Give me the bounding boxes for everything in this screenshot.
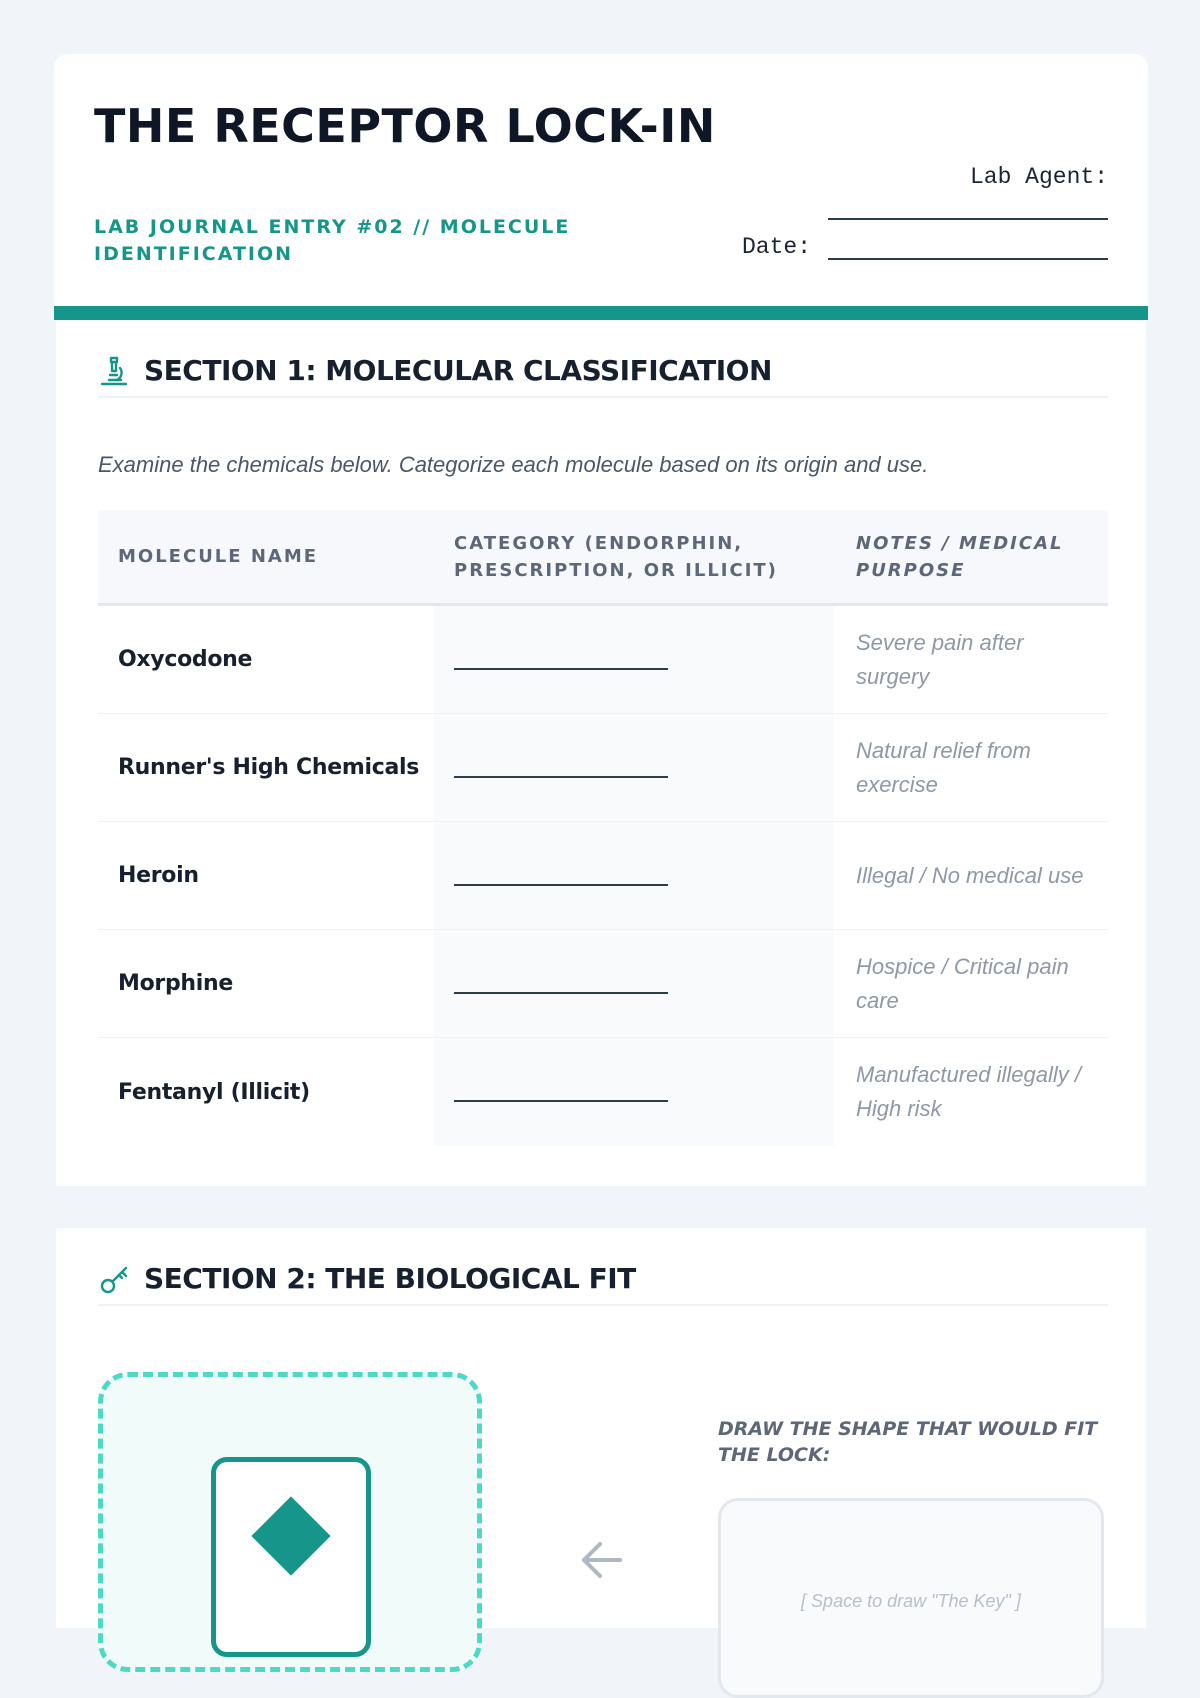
drawing-area-hint: [ Space to draw "The Key" ] bbox=[801, 1591, 1021, 1611]
molecule-name: Oxycodone bbox=[118, 647, 253, 672]
molecule-note: Hospice / Critical pain care bbox=[856, 953, 1069, 1013]
key-icon bbox=[98, 1262, 132, 1296]
category-answer-field[interactable] bbox=[454, 776, 668, 778]
section1-header bbox=[98, 338, 1108, 398]
category-cell bbox=[434, 1038, 834, 1146]
category-cell bbox=[434, 714, 834, 821]
category-cell bbox=[434, 822, 834, 929]
table-row bbox=[98, 714, 1108, 822]
molecule-note: Natural relief from exercise bbox=[856, 737, 1031, 797]
section2-header bbox=[98, 1246, 1108, 1306]
date-field[interactable] bbox=[828, 258, 1108, 260]
category-answer-field[interactable] bbox=[454, 992, 668, 994]
section2-title: SECTION 2: THE BIOLOGICAL FIT bbox=[144, 1262, 636, 1295]
table-row bbox=[98, 930, 1108, 1038]
page-title: THE RECEPTOR LOCK-IN bbox=[94, 99, 716, 153]
category-cell bbox=[434, 606, 834, 713]
table-row bbox=[98, 1038, 1108, 1146]
draw-instructions: DRAW THE SHAPE THAT WOULD FIT THE LOCK: bbox=[718, 1418, 1098, 1466]
category-answer-field[interactable] bbox=[454, 1100, 668, 1102]
molecule-name: Fentanyl (Illicit) bbox=[118, 1079, 310, 1105]
table-row bbox=[98, 822, 1108, 930]
molecule-note: Manufactured illegally / High risk bbox=[856, 1062, 1082, 1121]
microscope-icon bbox=[98, 354, 132, 388]
section1-title: SECTION 1: MOLECULAR CLASSIFICATION bbox=[144, 354, 772, 387]
classification-table bbox=[98, 510, 1108, 1146]
column-header-notes: NOTES / MEDICAL PURPOSE bbox=[856, 532, 1064, 581]
receptor-lock-illustration bbox=[98, 1372, 482, 1672]
section-molecular-classification bbox=[56, 320, 1146, 1186]
receptor-lock-body bbox=[211, 1457, 371, 1657]
section1-instructions: Examine the chemicals below. Categorize each molecule based on its origin and use. bbox=[98, 452, 929, 477]
table-row bbox=[98, 606, 1108, 714]
column-header-molecule-name: MOLECULE NAME bbox=[118, 546, 319, 567]
category-cell bbox=[434, 930, 834, 1037]
table-header bbox=[98, 510, 1108, 606]
lab-agent-label: Lab Agent: bbox=[969, 164, 1108, 190]
page-subtitle: LAB JOURNAL ENTRY #02 // MOLECULE IDENTIFICATION bbox=[94, 216, 571, 265]
arrow-left-icon bbox=[576, 1534, 628, 1586]
molecule-name: Runner's High Chemicals bbox=[118, 755, 420, 780]
molecule-name: Heroin bbox=[118, 863, 199, 888]
lab-agent-field[interactable] bbox=[828, 218, 1108, 220]
date-label: Date: bbox=[742, 234, 812, 260]
column-header-category: CATEGORY (ENDORPHIN, PRESCRIPTION, OR ILLICIT) bbox=[454, 532, 778, 581]
category-answer-field[interactable] bbox=[454, 668, 668, 670]
header-accent-bar bbox=[54, 306, 1148, 320]
header-card bbox=[54, 54, 1148, 320]
category-answer-field[interactable] bbox=[454, 884, 668, 886]
molecule-note: Severe pain after surgery bbox=[856, 629, 1024, 689]
molecule-name: Morphine bbox=[118, 971, 233, 996]
section-biological-fit bbox=[56, 1228, 1146, 1628]
key-drawing-area[interactable] bbox=[718, 1498, 1104, 1698]
diamond-receptor-shape bbox=[251, 1496, 330, 1575]
molecule-note: Illegal / No medical use bbox=[856, 862, 1084, 888]
